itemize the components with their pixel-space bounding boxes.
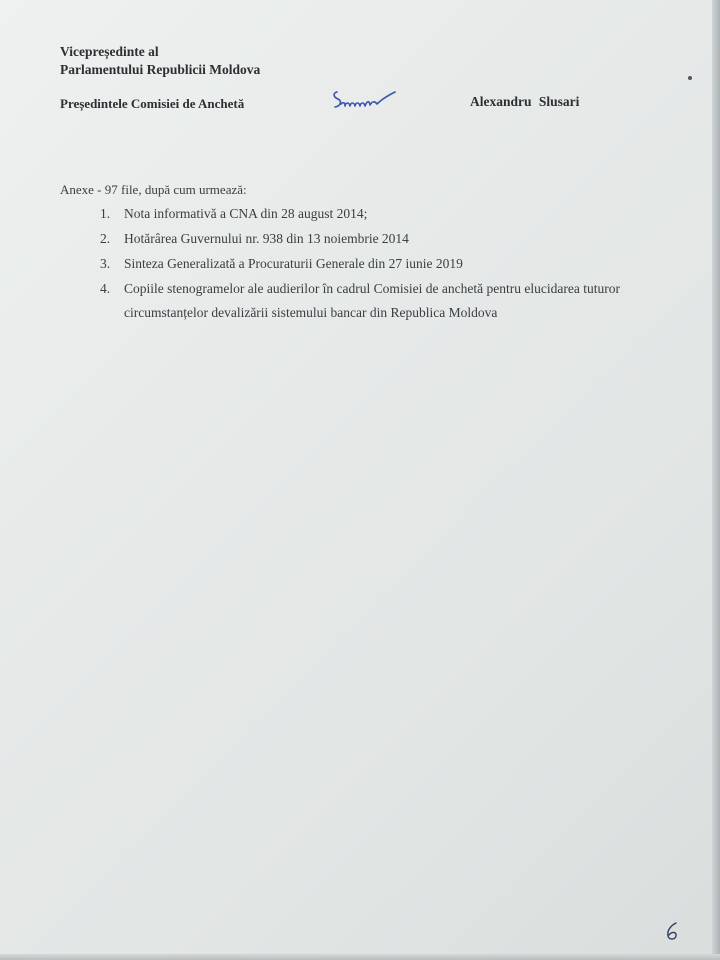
list-item-number: 2. (100, 231, 111, 246)
header-title-line1: Vicepreședinte al (60, 44, 159, 59)
list-item: Sinteza Generalizată a Procuraturii Generale din 27 iunie 2019 (124, 256, 463, 271)
list-item-number: 1. (100, 206, 111, 221)
annex-heading: Anexe - 97 file, după cum urmează: (60, 182, 247, 197)
list-item: Copiile stenogramelor ale audierilor în cadrul Comisiei de anchetă pentru elucidarea tuturor (124, 281, 620, 296)
page-edge-shadow (712, 0, 720, 960)
list-item-continuation: circumstanțelor devalizării sistemului bancar din Republica Moldova (124, 305, 498, 320)
list-item-number: 4. (100, 281, 111, 296)
page-edge-bottom-shadow (0, 954, 720, 960)
commission-role: Președintele Comisiei de Anchetă (60, 96, 245, 111)
handwritten-page-number (664, 920, 682, 942)
list-item-number: 3. (100, 256, 111, 271)
signatory-name: Alexandru Slusari (470, 94, 580, 109)
list-item: Hotărârea Guvernului nr. 938 din 13 noiembrie 2014 (124, 231, 409, 246)
list-item: Nota informativă a CNA din 28 august 2014; (124, 206, 368, 221)
ink-speck (688, 76, 692, 80)
header-title-line2: Parlamentului Republicii Moldova (60, 62, 261, 77)
handwritten-signature (327, 86, 402, 116)
